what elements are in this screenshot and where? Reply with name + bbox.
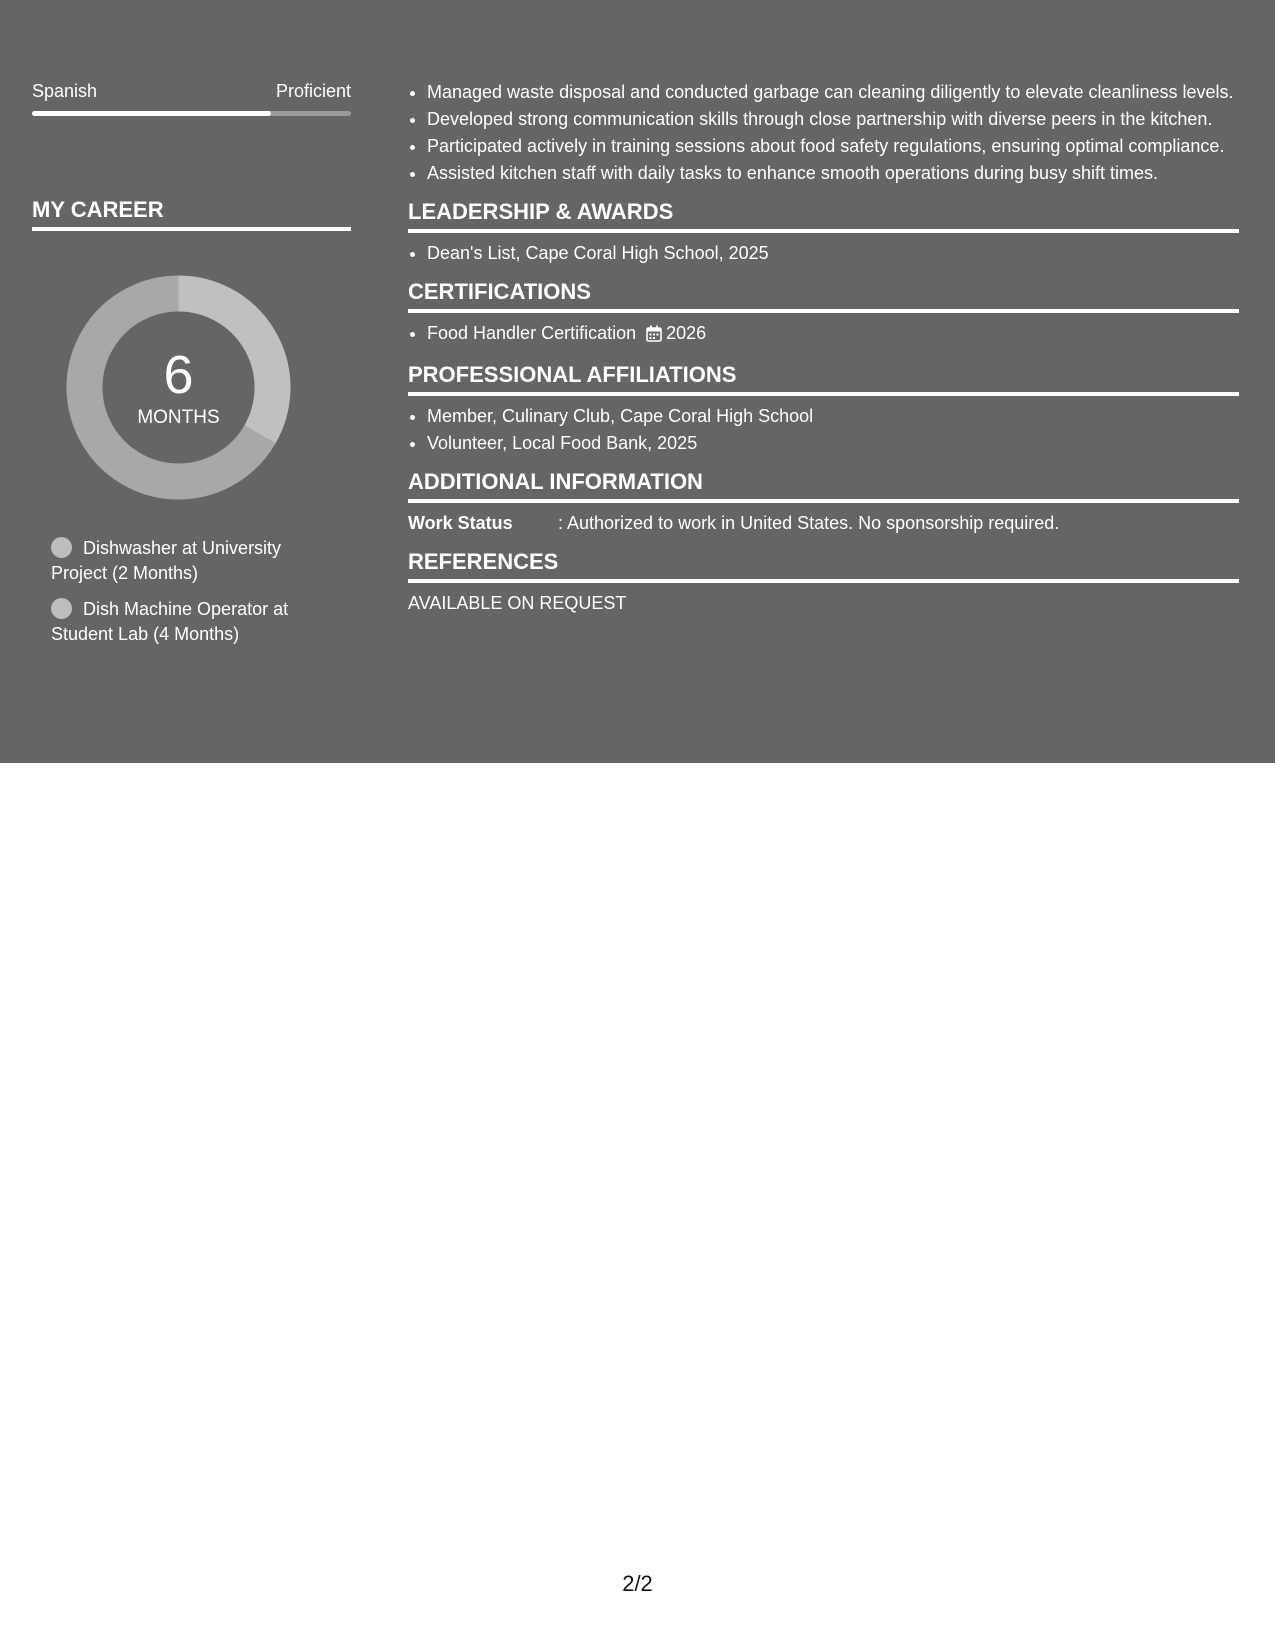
resume-panel — [0, 0, 1275, 763]
career-total-unit: MONTHS — [137, 407, 220, 428]
left-column — [32, 80, 351, 644]
leadership-list — [408, 241, 1239, 265]
experience-bullet: • Assisted kitchen staff with daily tasks to enhance smooth operations during busy shift times. — [427, 161, 1239, 185]
certifications-heading: CERTIFICATIONS — [408, 278, 1239, 313]
career-item-label: Dishwasher at University Project (2 Months) — [51, 538, 282, 583]
right-column — [408, 80, 1239, 615]
affiliation-item: • Member, Culinary Club, Cape Coral High School — [427, 404, 1239, 428]
certification-name: Food Handler Certification — [427, 323, 637, 343]
page-number: 2/2 — [622, 1571, 653, 1596]
certification-item — [427, 321, 1239, 348]
career-heading: MY CAREER — [32, 196, 351, 231]
affiliations-heading: PROFESSIONAL AFFILIATIONS — [408, 361, 1239, 396]
affiliation-item: • Volunteer, Local Food Bank, 2025 — [427, 431, 1239, 455]
career-legend-item — [51, 536, 321, 586]
career-item-label: Dish Machine Operator at Student Lab (4 Months) — [51, 599, 289, 644]
career-legend-item — [51, 597, 321, 647]
career-total-value: 6 — [163, 345, 194, 405]
career-donut-chart — [66, 275, 291, 500]
legend-dot-icon — [51, 598, 72, 619]
language-name: Spanish — [32, 81, 98, 101]
experience-bullet: • Participated actively in training sessions about food safety regulations, ensuring optimal compliance. — [427, 134, 1239, 158]
leadership-item: • Dean's List, Cape Coral High School, 2025 — [427, 241, 1239, 265]
work-status-value: : Authorized to work in United States. No sponsorship required. — [558, 513, 1060, 533]
work-status-label: Work Status — [408, 513, 513, 533]
language-progress-bar — [32, 111, 351, 116]
certifications-list — [408, 321, 1239, 348]
leadership-heading: LEADERSHIP & AWARDS — [408, 198, 1239, 233]
experience-bullet: • Managed waste disposal and conducted garbage can cleaning diligently to elevate cleanliness levels. — [427, 80, 1239, 104]
language-level: Proficient — [275, 81, 351, 101]
work-status-row — [408, 511, 1239, 535]
experience-bullet: • Developed strong communication skills through close partnership with diverse peers in the kitchen. — [427, 107, 1239, 131]
language-row — [32, 80, 351, 102]
legend-dot-icon — [51, 537, 72, 558]
references-heading: REFERENCES — [408, 548, 1239, 583]
experience-bullets — [408, 80, 1239, 185]
career-legend — [51, 536, 321, 658]
calendar-icon — [646, 324, 662, 348]
language-progress-fill — [32, 111, 271, 116]
affiliations-list — [408, 404, 1239, 455]
references-text: AVAILABLE ON REQUEST — [408, 593, 627, 613]
additional-info-heading: ADDITIONAL INFORMATION — [408, 468, 1239, 503]
certification-year: 2026 — [666, 323, 707, 343]
